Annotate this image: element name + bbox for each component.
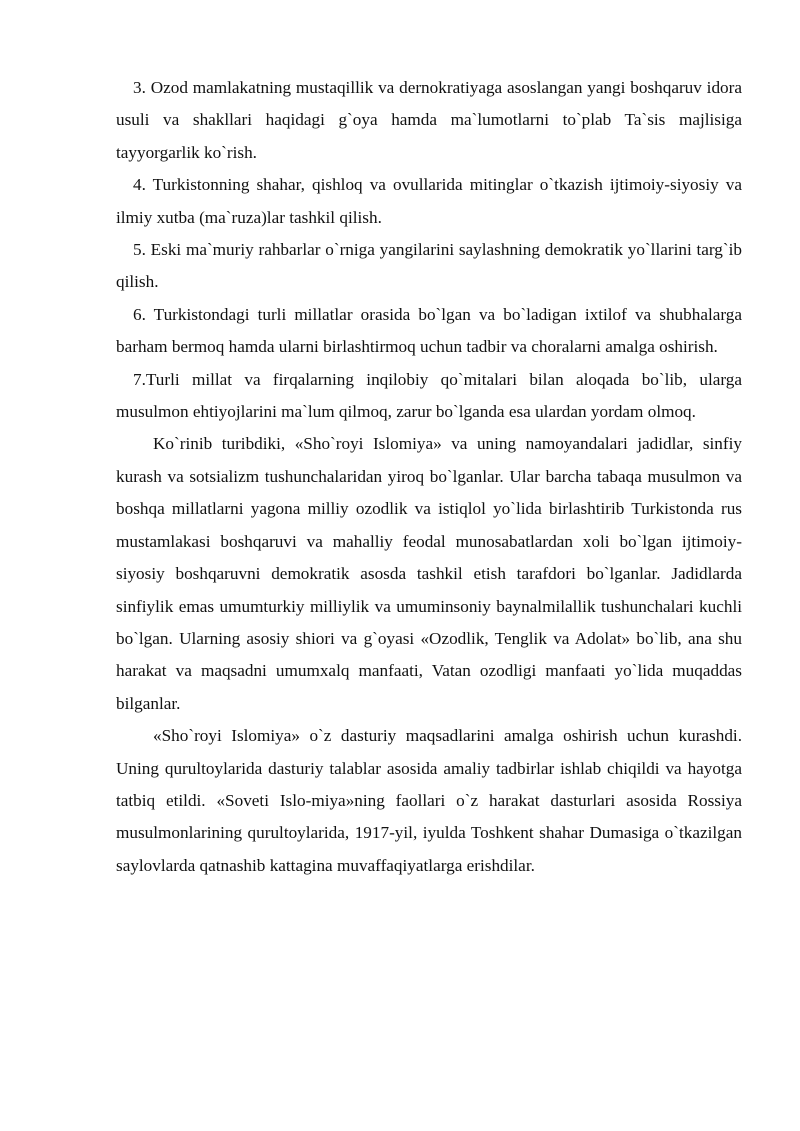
list-item-3: 3. Ozod mamlakatning mustaqillik va dernokratiyaga asoslangan yangi boshqaruv idora usuli va shakllari haqidagi g`oya hamda ma`lumotlarni to`plab Ta`sis majlisiga tayyorgarlik ko`rish. (116, 78, 742, 162)
list-item-6: 6. Turkistondagi turli millatlar orasida bo`lgan va bo`ladigan ixtilof va shubhalarga barham bermoq hamda ularni birlashtirmoq uchun tadbir va choralarni amalga oshirish. (116, 304, 742, 357)
list-item-5: 5. Eski ma`muriy rahbarlar o`rniga yangilarini saylashning demokratik yo`llarini targ`ib qilish. (116, 240, 742, 292)
list-item-4: 4. Turkistonning shahar, qishloq va ovullarida mitinglar o`tkazish ijtimoiy-siyosiy va ilmiy xutba (ma`ruza)lar tashkil qilish. (116, 175, 742, 227)
document-body (116, 72, 742, 882)
body-paragraph-1: Ko`rinib turibdiki, «Sho`royi Islomiya» va uning namoyandalari jadidlar, sinfiy kurash va sotsializm tushunchalaridan yiroq bo`lganlar. Ular barcha tabaqa musulmon va boshqa millatlarni yagona milliy ozodlik va istiqlol yo`lida birlashtirib Turkistonda rus mustamlakasi boshqaruvi va mahalliy feodal munosabatlardan xoli bo`lgan ijtimoiy-siyosiy boshqaruvni demokratik asosda tashkil etish tarafdori bo`lganlar. Jadidlarda sinfiylik emas umumturkiy milliylik va umuminsoniy baynalmilallik tushunchalari kuchli bo`lgan. Ularning asosiy shiori va g`oyasi «Ozodlik, Tenglik va Adolat» bo`lib, ana shu harakat va maqsadni umumxalq manfaati, Vatan ozodligi manfaati yo`lida muqaddas bilganlar. (116, 434, 742, 713)
body-paragraph-2: «Sho`royi Islomiya» o`z dasturiy maqsadlarini amalga oshirish uchun kurashdi. Uning qurultoylarida dasturiy talablar asosida amaliy tadbirlar ishlab chiqildi va hayotga tatbiq etildi. «Soveti Islo-miya»ning faollari o`z harakat dasturlari asosida Rossiya musulmonlarining qurultoylarida, 1917-yil, iyulda Toshkent shahar Dumasiga o`tkazilgan saylovlarda qatnashib kattagina muvaffaqiyatlarga erishdilar. (116, 726, 742, 875)
list-item-7: 7.Turli millat va firqalarning inqilobiy qo`mitalari bilan aloqada bo`lib, ularga musulmon ehtiyojlarini ma`lum qilmoq, zarur bo`lganda esa ulardan yordam olmoq. (116, 369, 742, 422)
